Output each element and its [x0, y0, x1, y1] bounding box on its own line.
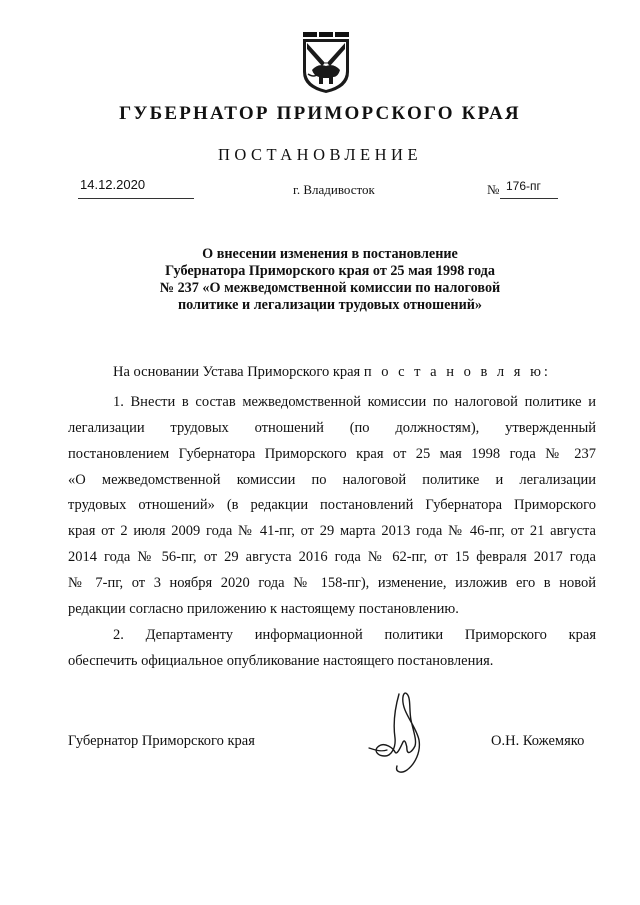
document-number: 176-пг: [506, 179, 541, 193]
document-type: ПОСТАНОВЛЕНИЕ: [217, 145, 423, 164]
subject-line: политике и легализации трудовых отношений»: [177, 297, 483, 313]
authority-title: ГУБЕРНАТОР ПРИМОРСКОГО КРАЯ: [119, 103, 521, 124]
handwritten-signature-icon: [355, 690, 445, 780]
document-date: 14.12.2020: [80, 177, 146, 192]
body-line: 2014 года № 56-пг, от 29 августа 2016 года № 62-пг, от 15 февраля 2017 года: [68, 549, 596, 565]
body-line: обеспечить официальное опубликование настоящего постановления.: [68, 653, 494, 669]
preamble: [113, 364, 551, 381]
subject-line: № 237 «О межведомственной комиссии по налоговой: [159, 280, 501, 296]
body-line: «О межведомственной комиссии по налоговой политике и легализации: [68, 472, 596, 488]
number-field: [500, 176, 558, 199]
signatory-title: Губернатор Приморского края: [68, 733, 255, 749]
body-line: края от 2 июля 2009 года № 41-пг, от 29 марта 2013 года № 46-пг, от 21 августа: [68, 523, 596, 539]
coat-of-arms-emblem-icon: [300, 30, 352, 94]
document-subject: [70, 246, 590, 314]
signatory-name: О.Н. Кожемяко: [491, 733, 585, 749]
number-label: №: [487, 182, 500, 197]
subject-line: Губернатора Приморского края от 25 мая 1998 года: [165, 263, 495, 279]
body-line: 1. Внести в состав межведомственной комиссии по налоговой политике и: [113, 394, 596, 410]
body-line: 2. Департаменту информационной политики Приморского края: [113, 627, 596, 643]
document-city: г. Владивосток: [293, 182, 375, 197]
body-line: постановлением Губернатора Приморского края от 25 мая 1998 года № 237: [68, 446, 596, 462]
body-line: редакции согласно приложению к настоящему постановлению.: [68, 601, 459, 617]
body-line: легализации трудовых отношений (по должностям), утвержденный: [68, 420, 596, 436]
body-line: трудовых отношений» (в редакции постановлений Губернатора Приморского: [68, 497, 596, 513]
preamble-text: На основании Устава Приморского края: [113, 364, 364, 380]
date-field: [78, 176, 194, 199]
body-line: № 7-пг, от 3 ноября 2020 года № 158-пг), изменение, изложив его в новой: [68, 575, 596, 591]
subject-line: О внесении изменения в постановление: [202, 246, 458, 262]
preamble-resolve: п о с т а н о в л я ю:: [363, 364, 551, 380]
